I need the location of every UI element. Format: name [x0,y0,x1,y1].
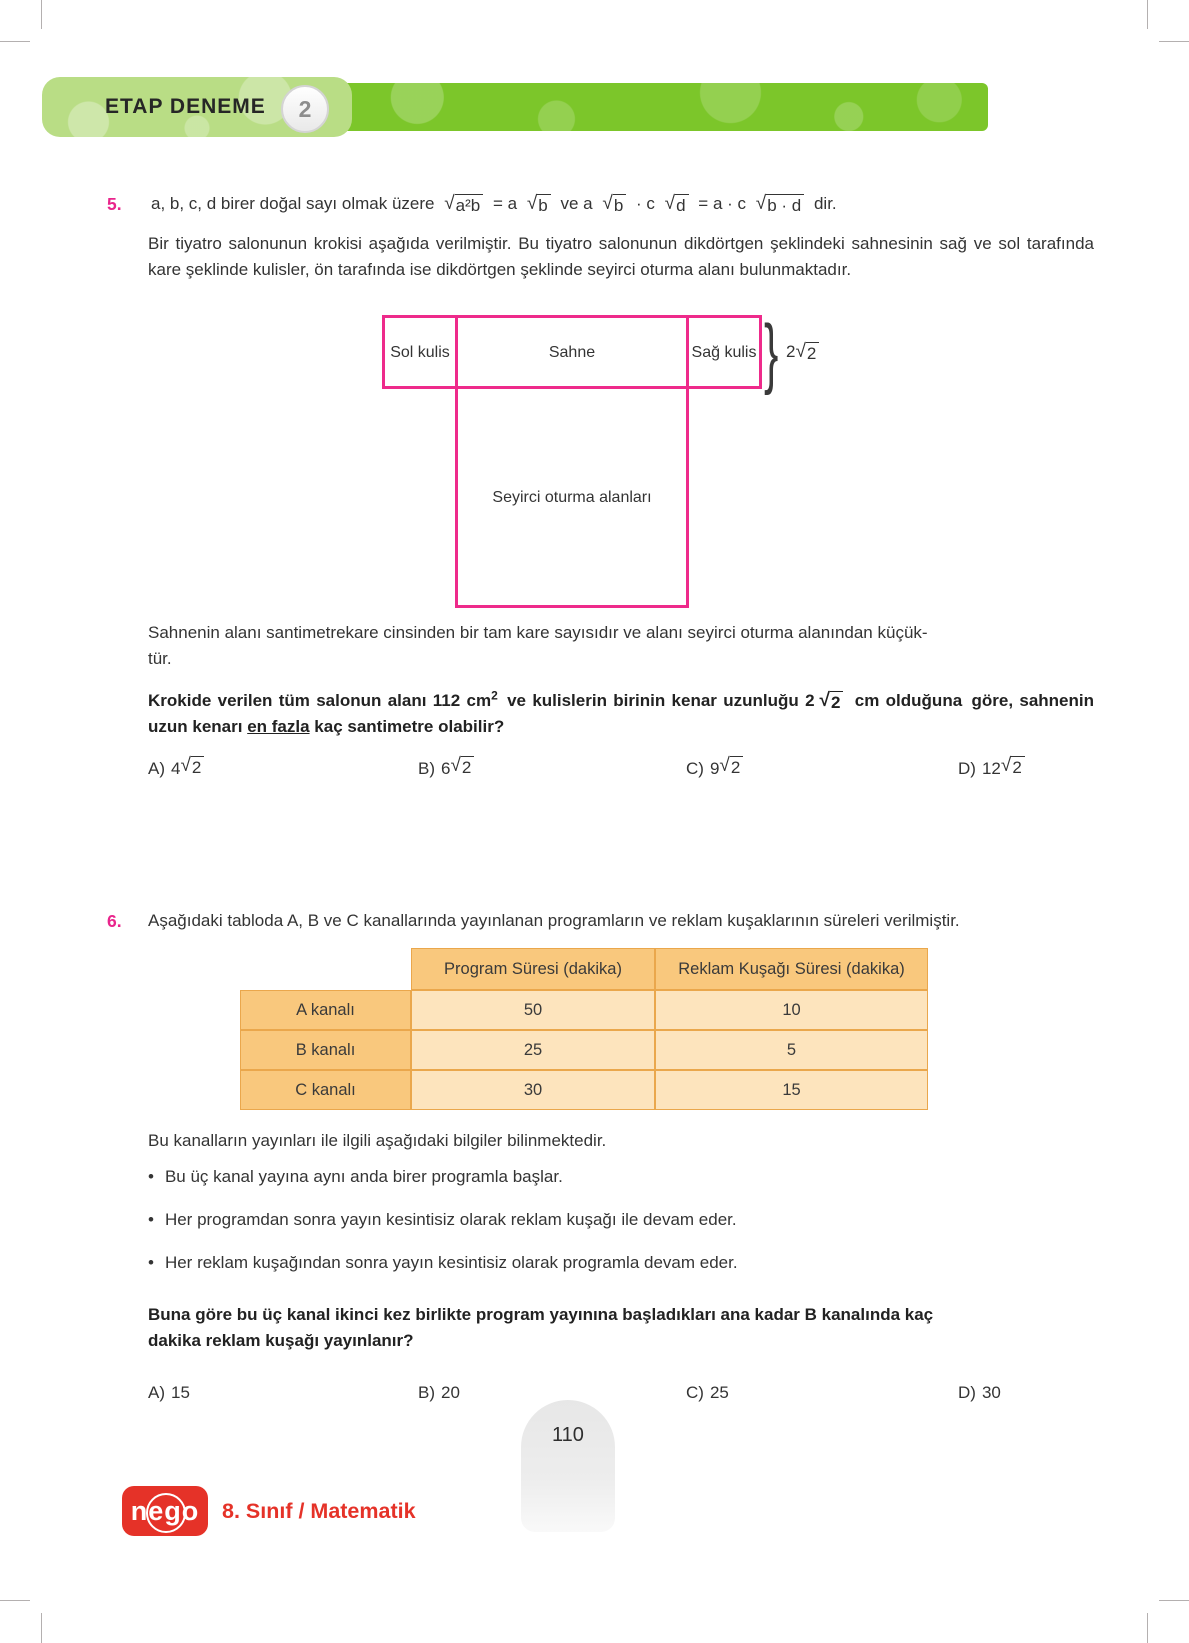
crop-mark-top-right-h [1159,41,1189,42]
table-row-label: C kanalı [240,1070,411,1110]
sqrt-icon: √ [795,341,806,362]
option-b: B) 6 √ 2 [418,756,686,782]
option-d: D) 30 [958,1383,1001,1402]
question-5-bold-statement: Krokide verilen tüm salonun alanı 112 $cm^2$ ve kulislerin birinin kenar uzunluğu 2 √ 2 cm olduğuna göre, sahnenin uzun kenarı en fazla kaç santimetre olabilir? [148,688,1094,736]
seating-area-box: Seyirci oturma alanları [455,386,689,608]
page-number-badge [521,1400,615,1532]
bullet-item: • Bu üç kanal yayına aynı anda birer programla başlar. [148,1164,1094,1190]
question-6-options [148,1380,1094,1406]
question-6-bullets [148,1164,1094,1276]
formula-post: dir. [813,194,837,213]
diagram-measure-label: 2 √ 2 [786,339,819,365]
crop-mark-top-right-v [1147,0,1148,29]
table-cell: 50 [411,990,655,1030]
right-backstage-box: Sağ kulis [686,315,762,389]
option-b: B) 20 [418,1383,460,1402]
table-corner-cell [240,948,411,988]
option-c: C) 9 √ 2 [686,756,958,782]
sqrt-icon: √ [444,193,455,214]
crop-mark-bottom-right-v [1147,1613,1148,1643]
sqrt-icon: √ [719,755,730,776]
footer [122,1486,416,1536]
question-5-paragraph: Bir tiyatro salonunun krokisi aşağıda verilmiştir. Bu tiyatro salonunun dikdörtgen şeklindeki sahnesinin sağ ve sol tarafında kare şeklinde kulisler, ön tarafında ise dikdörtgen şeklinde seyirci oturma alanı bulunmaktadır. [148,234,1094,279]
question-6-info: Bu kanalların yayınları ile ilgili aşağıdaki bilgiler bilinmektedir. [148,1131,607,1150]
sqrt-icon: √ [526,193,538,214]
formula-pre-text: a, b, c, d birer doğal sayı olmak üzere [151,194,435,213]
table-cell: 25 [411,1030,655,1070]
formula-dot: · c [636,194,655,213]
footer-series-label: 8. Sınıf / Matematik [222,1498,416,1523]
logo-ring-icon [146,1493,186,1533]
question-5-note: Sahnenin alanı santimetrekare cinsinden bir tam kare sayısıdır ve alanı seyirci oturma alanından küçük- tür. [148,623,928,668]
sqrt-expression: √ 2 [820,691,844,713]
question-6-intro: Aşağıdaki tabloda A, B ve C kanallarında yayınlanan programların ve reklam kuşaklarının süreleri verilmiştir. [148,911,960,930]
formula-mid: ve a [560,194,593,213]
sqrt-expression: √ b [527,194,551,216]
question-5-number: 5. [107,194,122,214]
question-5-formula-line [148,191,1094,217]
crop-mark-top-left-v [41,0,42,29]
crop-mark-bottom-left-v [41,1613,42,1643]
option-a: A) 4 √ 2 [148,756,418,782]
question-6 [107,908,1094,1406]
sqrt-icon: √ [180,755,191,776]
left-backstage-box: Sol kulis [382,315,458,389]
publisher-logo-text: nego [130,1495,200,1526]
option-a: A) 15 [148,1383,190,1402]
table-cell: 30 [411,1070,655,1110]
sqrt-icon: √ [450,755,461,776]
sqrt-expression: √ d [665,194,689,216]
sqrt-icon: √ [755,193,767,214]
theater-diagram [382,303,852,608]
crop-mark-top-left-h [0,41,30,42]
crop-mark-bottom-right-h [1159,1600,1189,1601]
question-5 [107,191,1094,782]
formula-eq1: = a [492,194,518,213]
table-cell: 5 [655,1030,928,1070]
underlined-phrase: en fazla [247,717,310,736]
bullet-item: • Her programdan sonra yayın kesintisiz olarak reklam kuşağı ile devam eder. [148,1207,1094,1233]
bullet-item: • Her reklam kuşağından sonra yayın kesintisiz olarak programla devam eder. [148,1250,1094,1276]
table-header-reklam: Reklam Kuşağı Süresi (dakika) [655,948,928,990]
table-cell: 15 [655,1070,928,1110]
table-header-program: Program Süresi (dakika) [411,948,655,990]
stage-box: Sahne [455,315,689,389]
option-c: C) 25 [686,1383,729,1402]
sqrt-expression: √ a²b [444,194,483,216]
crop-mark-bottom-left-h [0,1600,30,1601]
channels-table [240,948,1094,1110]
bullet-icon: • [148,1253,154,1272]
sqrt-icon: √ [819,690,830,711]
question-5-options [148,756,1094,782]
table-row-label: B kanalı [240,1030,411,1070]
banner-number-badge: 2 [281,85,329,133]
sqrt-expression: √ b [602,194,626,216]
table-cell: 10 [655,990,928,1030]
sqrt-icon: √ [664,193,676,214]
sqrt-expression: √ b · d [756,194,804,216]
superscript-2: 2 [491,688,498,703]
banner-title: ETAP DENEME [105,95,266,118]
brace-icon: } [764,308,779,396]
publisher-logo [122,1486,208,1536]
bullet-icon: • [148,1167,154,1186]
header-banner [42,77,988,137]
banner-green-bar [292,83,988,131]
table-row-label: A kanalı [240,990,411,1030]
bullet-icon: • [148,1210,154,1229]
option-d: D) 12 √ 2 [958,756,1094,782]
question-6-bold-statement: Buna göre bu üç kanal ikinci kez birlikte program yayınına başladıkları ana kadar B kanalında kaç dakika reklam kuşağı yayınlanır? [148,1305,934,1350]
sqrt-icon: √ [602,193,613,214]
sqrt-icon: √ [1000,755,1012,776]
formula-eq2: = a · c [698,194,747,213]
question-6-number: 6. [107,911,122,931]
page-number: 110 [552,1424,584,1446]
